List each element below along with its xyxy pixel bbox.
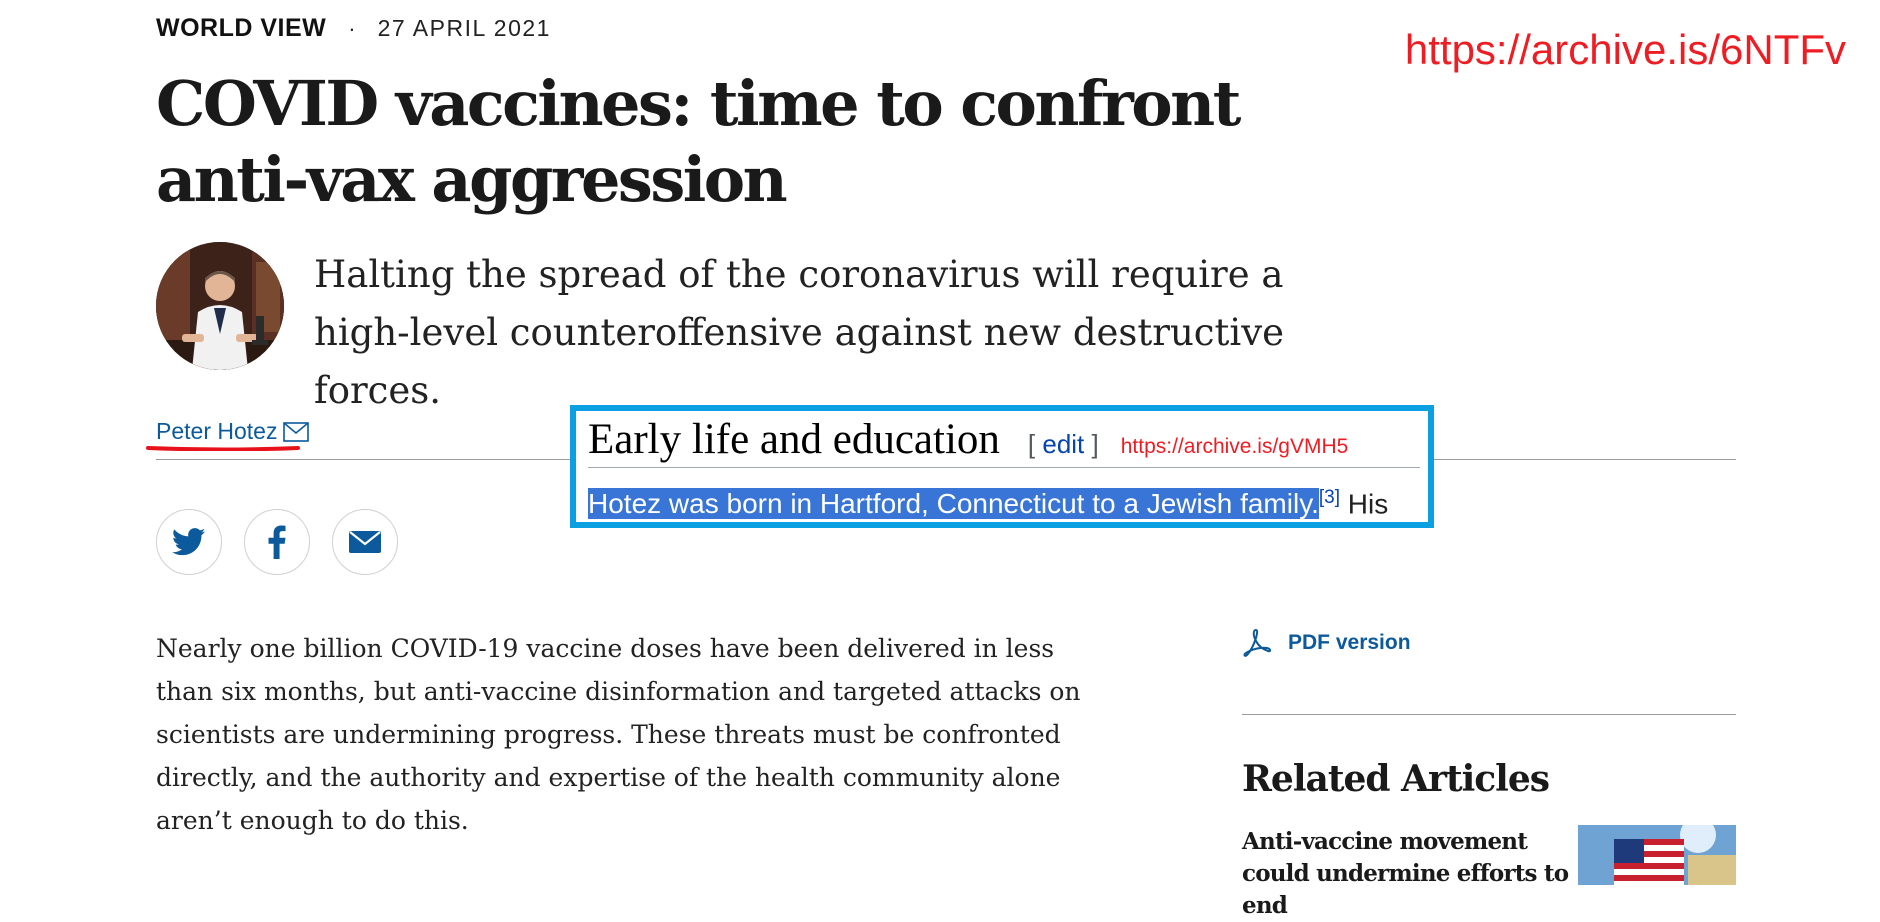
author-photo-illustration [156, 242, 284, 370]
red-underline-annotation [146, 445, 300, 451]
wikipedia-excerpt-overlay [570, 405, 1434, 528]
wiki-citation-link[interactable]: [3] [1318, 487, 1341, 508]
wiki-highlighted-text: Hotez was born in Hartford, Connecticut to a Jewish family. [588, 488, 1319, 520]
author-byline[interactable] [156, 418, 309, 445]
related-article-thumbnail[interactable] [1578, 825, 1736, 885]
share-facebook-button[interactable] [244, 509, 310, 575]
envelope-icon[interactable] [283, 422, 309, 442]
related-article-link[interactable]: Anti-vaccine movement could undermine efforts to end [1242, 828, 1569, 919]
sidebar-divider [1242, 714, 1736, 715]
author-avatar [156, 242, 284, 370]
publish-date: 27 APRIL 2021 [377, 15, 551, 41]
email-icon [349, 531, 381, 553]
wiki-paragraph [588, 487, 1388, 520]
article-title: COVID vaccines: time to confront anti-vax aggression [156, 67, 1239, 216]
pdf-version-label[interactable]: PDF version [1288, 631, 1411, 654]
section-label[interactable]: WORLD VIEW [156, 14, 327, 42]
wiki-archive-annotation: https://archive.is/gVMH5 [1120, 435, 1349, 458]
related-articles-heading: Related Articles [1242, 758, 1550, 800]
wiki-heading-text: Early life and education [588, 416, 1000, 463]
pdf-icon [1242, 628, 1272, 658]
pdf-version-link[interactable] [1242, 628, 1411, 658]
article-standfirst: Halting the spread of the coronavirus will require a high-level counteroffensive against new destructive forces. [314, 253, 1285, 412]
wiki-edit-bracket-open: [ [1027, 429, 1043, 459]
share-email-button[interactable] [332, 509, 398, 575]
wiki-edit-control [1028, 429, 1099, 460]
wiki-section-heading [588, 415, 1348, 464]
wiki-edit-bracket-close: ] [1084, 429, 1099, 459]
meta-separator: · [348, 15, 356, 41]
author-name[interactable]: Peter Hotez [156, 418, 278, 444]
article-meta [156, 14, 551, 43]
twitter-icon [172, 528, 206, 556]
facebook-icon [268, 525, 286, 559]
wiki-edit-link[interactable]: edit [1042, 429, 1085, 459]
flag-protest-image [1578, 825, 1736, 885]
wiki-trailing-text: His [1340, 488, 1389, 520]
article-body-paragraph: Nearly one billion COVID-19 vaccine doses have been delivered in less than six months, but anti-vaccine disinformation and targeted attacks on scientists are undermining progress. These threats must be confronted directly, and the authority and expertise of the health community alone aren’t enough to do this. [156, 634, 1081, 835]
archive-annotation: https://archive.is/6NTFv [1404, 26, 1846, 73]
share-twitter-button[interactable] [156, 509, 222, 575]
wiki-heading-rule [588, 467, 1420, 468]
